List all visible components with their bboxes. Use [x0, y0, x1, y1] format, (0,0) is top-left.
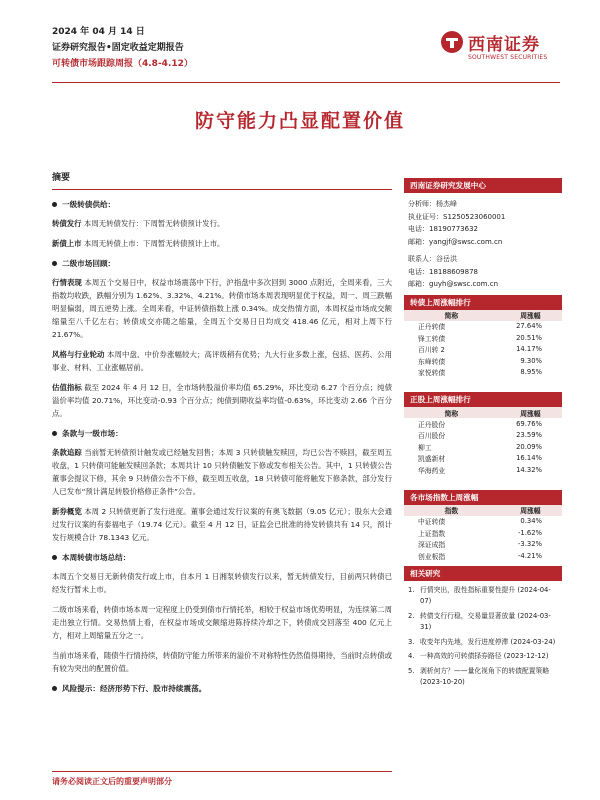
paragraph-lead: 条款追踪	[52, 448, 82, 457]
table-cell-value: 16.14%	[516, 454, 542, 463]
table-header: 指数	[404, 505, 499, 516]
table-row	[404, 516, 562, 528]
analyst-license: 执业证号：S1250523060001	[408, 212, 506, 221]
ranking-table	[404, 295, 562, 379]
report-subtitle: 可转债市场跟踪周报（4.8-4.12）	[52, 59, 193, 69]
footer-divider	[52, 771, 392, 772]
contact-name: 联系人：谷岳洪	[408, 255, 457, 263]
section-title-text: 本周转债市场总结：	[62, 553, 131, 562]
summary-sections	[52, 198, 392, 695]
section-title-text: 风险提示：经济形势下行、股市持续震荡。	[62, 684, 207, 693]
bullet-icon	[52, 261, 57, 266]
related-item-number: 4.	[408, 652, 415, 660]
paragraph-lead: 行情表现	[52, 278, 82, 287]
summary-column	[52, 172, 392, 701]
report-header	[52, 24, 193, 72]
bullet-icon	[52, 686, 57, 691]
bullet-icon	[52, 202, 57, 207]
summary-paragraph	[52, 381, 392, 420]
paragraph-lead: 风格与行业轮动	[52, 350, 105, 359]
section-title-text: 条款与一级市场：	[62, 429, 123, 438]
summary-paragraph	[52, 276, 392, 341]
paragraph-text: 本周中盘、中价券涨幅较大；高评级稍有优势；九大行业多数上涨，包括、医药、公用事业、材料、工业涨幅居前。	[52, 350, 392, 372]
table-cell-value: 9.30%	[520, 356, 542, 365]
table-cell-value: 20.09%	[516, 442, 542, 451]
table-cell-name: 正丹转债	[418, 323, 446, 332]
table-title: 转债上周涨幅排行	[404, 295, 562, 310]
paragraph-text: 当前暂无转债预计触发或已经触发回售；本周 3 只转债触发赎回，均已公告不赎回，截至周五收盘，1 只转债可能触发赎回条款；本周共计 10 只转债触发下修或发布相关公告。其中，1 只转债公告董事会提议下修，其余 9 只转债公告不下修，截至周五收盘，18 只转债可能将触发下修条款，部分发行人已发布“预计满足转股价格修正条件”公告。	[52, 448, 392, 496]
related-item-text: 行情突出，股性指标重要性提升 (2024-04-07)	[420, 585, 551, 605]
paragraph-text: 二级市场来看，转债市场本周一定程度上仍受到债市行情托举，相较于权益市场优势明显，为连续第二周走出独立行情。交易热情上看，在权益市场成交额缩进陈持续冷却之下，转债成交回落至 400 亿元上方，相对上周缩量五分之一。	[52, 605, 392, 640]
table-row	[404, 453, 562, 465]
paragraph-lead: 新债上市	[52, 239, 82, 248]
related-item[interactable]	[408, 637, 558, 649]
paragraph-text: 截至 2024 年 4 月 12 日，全市场转股溢价率均值 65.29%，环比变动 6.27 个百分点；纯债溢价率均值 20.71%，环比变动-0.93 个百分点；纯债到期收益率均值-0.63%，环比变动 2.66 个百分点。	[52, 383, 392, 418]
table-cell-value: 14.17%	[516, 345, 542, 354]
table-cell-value: 69.76%	[516, 419, 542, 428]
table-row	[404, 441, 562, 453]
table-row	[404, 355, 562, 367]
summary-paragraph	[52, 446, 392, 498]
sidebar	[404, 178, 562, 692]
table-cell-name: 正丹股份	[418, 420, 446, 429]
section-title-text: 一级转债供给：	[62, 200, 116, 209]
related-item-text: 转债支行行稳，交易量显著放量 (2024-03-31)	[420, 611, 551, 631]
table-header: 周涨幅	[499, 310, 562, 321]
table-cell-value: -1.62%	[517, 528, 542, 537]
summary-paragraph	[52, 348, 392, 374]
bullet-icon	[52, 431, 57, 436]
table-cell-value: 23.59%	[516, 431, 542, 440]
summary-heading: 摘要	[52, 173, 71, 183]
table-cell-name: 深证成指	[418, 541, 446, 550]
table-cell-value: -3.32%	[517, 540, 542, 549]
table-title: 正股上周涨幅排行	[404, 392, 562, 407]
related-item-number: 2.	[408, 611, 415, 620]
table-row	[404, 418, 562, 430]
bullet-icon	[52, 555, 57, 560]
report-date: 2024 年 04 月 14 日	[52, 27, 145, 37]
company-logo	[440, 28, 560, 72]
table-row	[404, 367, 562, 379]
table-cell-name: 锋工转债	[418, 334, 446, 343]
related-item-text: 收变年内先地，发行进度停滞 (2024-03-24)	[420, 637, 556, 646]
table-cell-name: 创业板指	[418, 552, 446, 561]
analyst-name: 分析师：杨杰峰	[408, 200, 457, 208]
table-cell-name: 柳工	[418, 443, 432, 452]
table-row	[404, 539, 562, 551]
ranking-table	[404, 392, 562, 476]
related-item[interactable]	[408, 651, 558, 663]
table-header: 简称	[404, 310, 499, 321]
section-title-text: 二级市场回顾：	[62, 259, 116, 268]
contact-phone: 电话：18188609878	[408, 267, 478, 276]
summary-section-title	[52, 551, 392, 564]
summary-section-title	[52, 427, 392, 440]
logo-mark-icon	[440, 30, 464, 54]
paragraph-text: 本周 2 只转债更新了发行进度。董事会通过发行议案的有奥飞数据（9.05 亿元）；股东大会通过发行议案的有泰福电子（19.74 亿元）。截至 4 月 12 日，证监会已批准的待发转债共有 14 只，预计发行规模合计 78.1343 亿元。	[52, 507, 392, 542]
table-cell-value: 20.51%	[516, 333, 542, 342]
paragraph-text: 本周无转债发行：下周暂无转债预计发行。	[81, 219, 225, 228]
paragraph-lead: 转债发行	[52, 219, 82, 228]
related-item-number: 1.	[408, 585, 415, 594]
summary-divider	[52, 189, 392, 190]
related-list	[404, 581, 562, 689]
related-item-number: 3.	[408, 637, 415, 646]
table-cell-value: 14.32%	[516, 465, 542, 474]
summary-paragraph	[52, 603, 392, 642]
team-title: 西南证券研究发展中心	[404, 178, 562, 193]
table-header: 周涨幅	[499, 505, 562, 516]
table-cell-name: 百川股份	[418, 432, 446, 441]
summary-paragraph	[52, 505, 392, 544]
analyst-phone: 电话：18190773632	[408, 225, 478, 233]
contact-email[interactable]: 邮箱：guyh@swsc.com.cn	[408, 280, 499, 288]
table-cell-name: 东峰转债	[418, 357, 446, 366]
table-row	[404, 550, 562, 562]
table-cell-name: 家悦转债	[418, 369, 446, 378]
summary-section-title	[52, 198, 392, 211]
summary-paragraph	[52, 217, 392, 230]
summary-section-title	[52, 682, 392, 695]
paragraph-text: 本周无转债上市：下周暂无转债预计上市。	[81, 239, 225, 248]
table-header: 周涨幅	[499, 407, 562, 418]
table-title: 各市场指数上周涨幅	[404, 490, 562, 505]
related-research	[404, 566, 562, 689]
table-cell-name: 百川转 2	[418, 346, 445, 355]
footer-disclaimer: 请务必阅读正文后的重要声明部分	[52, 777, 172, 786]
table-cell-value: -4.21%	[517, 551, 542, 560]
related-item[interactable]	[408, 611, 558, 634]
analyst-info	[404, 193, 562, 291]
analyst-email[interactable]: 邮箱：yangjf@swsc.com.cn	[408, 237, 503, 246]
summary-paragraph	[52, 649, 392, 675]
paragraph-text: 当前市场来看，随债牛行情持续，转债防守能力所带来的溢价不对称特性仍然值得期待，当前时点转债或有较为突出的配置价值。	[52, 651, 392, 673]
paragraph-lead: 新券概览	[52, 507, 82, 516]
table-cell-value: 27.64%	[516, 322, 542, 331]
related-item-text: 一种高效的可转债择券路径 (2023-12-12)	[420, 652, 549, 660]
related-item[interactable]	[408, 585, 558, 608]
related-title: 相关研究	[404, 566, 562, 581]
report-type: 证券研究报告•固定收益定期报告	[52, 43, 184, 53]
related-item[interactable]	[408, 666, 558, 689]
related-item-text: 剥析何方？——量化视角下的转债配置策略 (2023-10-20)	[420, 666, 550, 686]
table-cell-name: 凯盛新材	[418, 455, 446, 464]
table-row	[404, 344, 562, 356]
logo-cn: 西南证券	[468, 35, 540, 55]
summary-section-title	[52, 257, 392, 270]
table-cell-value: 0.34%	[520, 517, 542, 526]
summary-paragraph	[52, 570, 392, 596]
header-divider	[52, 82, 560, 83]
table-row	[404, 527, 562, 539]
paragraph-text: 本周五个交易日无新转债发行或上市，自本月 1 日湘泵转债发行以来，暂无转债发行，目前两只转债已经发行暂未上市。	[52, 572, 392, 594]
ranking-table	[404, 490, 562, 562]
table-row	[404, 321, 562, 333]
ranking-tables	[404, 295, 562, 562]
table-row	[404, 464, 562, 476]
table-header: 简称	[404, 407, 499, 418]
summary-paragraph	[52, 237, 392, 250]
related-item-number: 5.	[408, 666, 415, 675]
paragraph-lead: 估值指标	[52, 383, 82, 392]
table-cell-name: 中证转债	[418, 518, 446, 527]
table-cell-name: 上证指数	[418, 529, 446, 538]
page-title: 防守能力凸显配置价值	[194, 110, 405, 132]
logo-en: SOUTHWEST SECURITIES	[468, 54, 548, 61]
table-cell-name: 华海药业	[418, 466, 446, 475]
table-row	[404, 430, 562, 442]
paragraph-text: 本周五个交易日中，权益市场震荡中下行，沪指盘中多次回到 3000 点附近，全周来看，三大指数均收跌，跌幅分别为 1.62%、3.32%、4.21%。转债市场本周表现明显优于权益，周一、周三跌幅明显偏弱，周五逆势上涨。全周来看，中证转债指数上涨 0.34%。成交热情方面，本周权益市场成交额缩量至八千亿左右；转债成交亦随之缩量，全周五个交易日日均成交 418.46 亿元，相对上周下行 21.67%。	[52, 278, 392, 339]
table-cell-value: 8.95%	[520, 368, 542, 377]
table-row	[404, 332, 562, 344]
